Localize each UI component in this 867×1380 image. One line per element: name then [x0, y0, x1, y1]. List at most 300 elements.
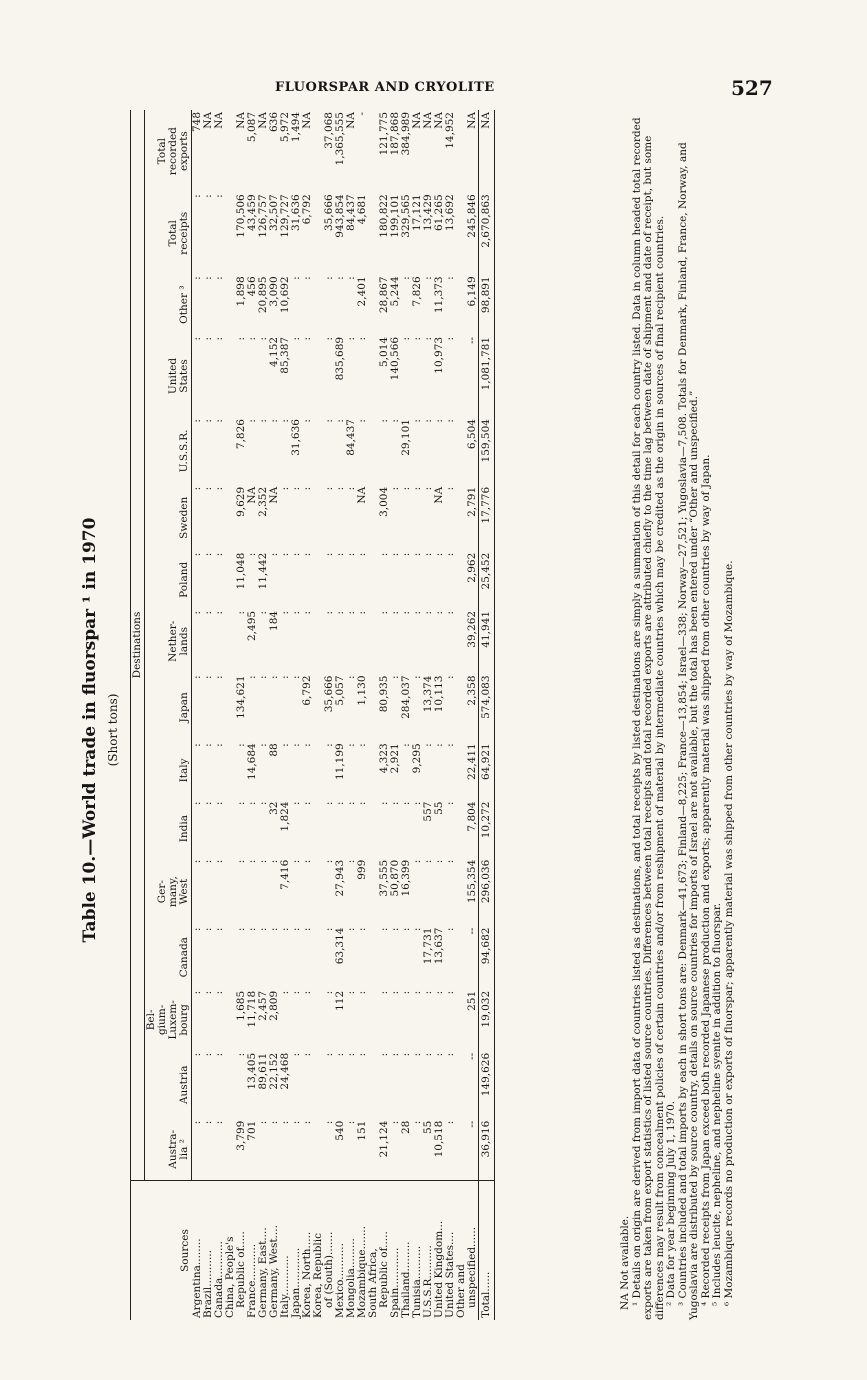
table-cell: : [191, 927, 203, 932]
table-cell: 13,429 [422, 194, 434, 232]
table-cell: : [235, 927, 247, 932]
table-cell: 27,943 [334, 859, 346, 897]
table-cell: 4,152 [268, 336, 280, 367]
table-cell: 17,776 [479, 485, 495, 551]
table-cell: : [444, 859, 456, 864]
table-cell: : [191, 552, 203, 557]
table-cell [313, 989, 324, 1051]
table-cell [225, 609, 236, 674]
table-cell: : [279, 927, 291, 932]
table-cell: : [400, 276, 412, 280]
table-cell [225, 858, 236, 926]
column-header: Japan [145, 674, 192, 742]
table-cell: 10,518 [433, 1120, 445, 1158]
table-cell: : [444, 1120, 456, 1125]
column-header-row [145, 110, 192, 1320]
table-cell: 89,611 [257, 1052, 269, 1090]
table-cell: : [191, 486, 203, 491]
table-cell: : [378, 610, 390, 615]
table-cell: : [290, 1120, 302, 1125]
table-cell: : [301, 276, 313, 280]
table-cell: 3,090 [268, 276, 280, 307]
table-cell: : [422, 276, 434, 280]
table-cell: : [268, 859, 280, 864]
table-title: Table 10.—World trade in fluorspar ¹ in 1970 [80, 517, 100, 943]
table-cell: 10,692 [279, 276, 291, 314]
table-cell: : [290, 675, 302, 680]
table-cell: 61,265 [433, 194, 445, 232]
table-cell: 24,468 [279, 1052, 291, 1090]
table-cell: : [433, 1052, 445, 1057]
column-header: Poland [145, 551, 192, 609]
table-cell: : [444, 801, 456, 806]
table-cell: : [378, 419, 390, 423]
table-cell: : [191, 194, 203, 198]
column-header: Austra- lia ² [145, 1119, 192, 1181]
table-cell: : [433, 859, 445, 864]
row-label: unspecified...... [467, 1181, 479, 1321]
table-cell: 84,437 [345, 194, 357, 232]
rotated-table-page [80, 90, 740, 1340]
table-cell: : [422, 990, 434, 995]
table-cell: : [246, 927, 258, 932]
table-cell [313, 609, 324, 674]
table-cell: : [191, 336, 203, 341]
table-cell: : [279, 419, 291, 423]
table-cell: 296,036 [479, 858, 495, 926]
table-cell: : [345, 675, 357, 680]
table-cell: 384,989 [400, 112, 412, 156]
table-cell: : [356, 419, 368, 423]
table-cell: 199,101 [389, 194, 401, 238]
table-cell: : [334, 801, 346, 806]
row-label: United States.... [445, 1181, 456, 1321]
table-cell: 21,124 [378, 1120, 390, 1158]
table-cell: -- [466, 927, 478, 935]
table-cell: : [378, 801, 390, 806]
table-cell [313, 926, 324, 989]
table-cell: 2,921 [389, 743, 401, 774]
table-cell: 35,666 [323, 675, 335, 713]
table-cell: 11,718 [246, 990, 258, 1028]
table-cell: 9,295 [411, 743, 423, 774]
table-cell: 55 [433, 801, 445, 815]
table-cell: : [411, 486, 423, 491]
table-cell: : [202, 675, 214, 680]
row-label: Republic of..... [236, 1181, 247, 1321]
row-label: South Africa, [368, 1181, 379, 1321]
table-cell: : [345, 801, 357, 806]
running-title: FLUORSPAR AND CRYOLITE [275, 80, 495, 95]
table-cell: 55 [422, 1120, 434, 1135]
trade-table [130, 110, 495, 1320]
table-cell: : [257, 675, 269, 680]
table-cell: : [378, 990, 390, 995]
footnotes [620, 110, 735, 1320]
table-cell: NA [301, 112, 313, 129]
table-cell: : [257, 801, 269, 806]
table-cell: : [301, 552, 313, 557]
table-cell: : [301, 743, 313, 747]
table-cell: : [290, 801, 302, 806]
table-cell: 251 [466, 990, 478, 1011]
table-cell: : [301, 1052, 313, 1057]
table-cell: 10,272 [479, 800, 495, 858]
table-cell [456, 335, 467, 417]
table-cell: : [411, 1052, 423, 1057]
table-cell: : [389, 1120, 401, 1125]
table-cell: : [323, 927, 335, 932]
table-row [357, 110, 368, 1320]
table-cell: 121,775 [378, 112, 390, 156]
table-cell: 701 [246, 1120, 258, 1141]
table-cell: 11,199 [334, 743, 346, 781]
table-cell: : [191, 419, 203, 423]
table-cell: : [301, 419, 313, 423]
table-cell: : [323, 486, 335, 491]
table-cell: 28 [400, 1120, 412, 1135]
table-cell: 64,921 [479, 741, 495, 799]
table-cell: : [279, 1120, 291, 1125]
table-cell: : [301, 859, 313, 864]
total-row [479, 110, 495, 1320]
table-cell: : [202, 336, 214, 341]
table-cell: 159,504 [479, 417, 495, 485]
table-cell: : [202, 610, 214, 615]
table-cell: 6,149 [466, 276, 478, 307]
table-cell [313, 335, 324, 417]
table-cell: 7,826 [235, 419, 247, 450]
column-header: Ger- many, West [145, 858, 192, 926]
table-cell: : [301, 801, 313, 806]
table-cell: : [389, 801, 401, 806]
table-cell: : [345, 859, 357, 864]
table-cell: 22,411 [466, 743, 478, 781]
column-header: United States [145, 335, 192, 417]
table-cell: 14,684 [246, 743, 258, 781]
table-cell: : [213, 675, 225, 680]
table-cell: : [334, 486, 346, 491]
table-cell: : [389, 675, 401, 680]
table-cell: : [389, 552, 401, 557]
row-label: Other and [456, 1181, 467, 1321]
table-cell: : [290, 743, 302, 747]
table-cell: : [334, 419, 346, 423]
table-cell: 2,791 [466, 486, 478, 517]
table-cell: 41,941 [479, 609, 495, 674]
table-cell: : [444, 675, 456, 680]
table-cell: 1,494 [290, 112, 302, 143]
table-cell: : [191, 610, 203, 615]
table-cell: : [433, 610, 445, 615]
table-cell: : [290, 990, 302, 995]
row-label: Korea, North..... [302, 1181, 313, 1321]
table-cell: : [400, 610, 412, 615]
row-label: China, People's [225, 1181, 236, 1321]
table-cell: : [334, 610, 346, 615]
row-label: France........... [247, 1181, 258, 1321]
table-cell: : [191, 1120, 203, 1125]
table-cell: : [323, 276, 335, 280]
table-cell: 37,068 [323, 112, 335, 149]
table-cell: : [268, 1120, 280, 1125]
table-cell: : [323, 801, 335, 806]
table-cell: : [323, 552, 335, 557]
table-cell: : [378, 927, 390, 932]
table-cell: 187,868 [389, 112, 401, 156]
table-cell: : [400, 336, 412, 341]
table-cell: 574,083 [479, 674, 495, 742]
table-cell: : [323, 1052, 335, 1057]
table-cell: : [334, 1052, 346, 1057]
table-cell: : [444, 552, 456, 557]
table-cell: : [345, 1120, 357, 1125]
table-cell: 14,952 [444, 112, 456, 149]
row-label: Mozambique....... [357, 1181, 368, 1321]
table-cell: 84,437 [345, 419, 357, 456]
table-cell: : [202, 990, 214, 995]
table-cell: : [433, 419, 445, 423]
table-cell [313, 741, 324, 799]
table-cell: : [213, 801, 225, 806]
table-cell: : [191, 990, 203, 995]
table-cell: 11,373 [433, 276, 445, 314]
table-cell: NA [202, 112, 214, 129]
table-cell: : [268, 552, 280, 557]
table-cell: 32,507 [268, 194, 280, 232]
table-cell: 13,637 [433, 927, 445, 965]
table-cell: : [323, 336, 335, 341]
table-cell: 134,621 [235, 675, 247, 719]
table-cell: : [433, 552, 445, 557]
footnote: ⁴ Recorded receipts from Japan exceed both recorded Japanese production and exports; apparently material was shipped from other countries by way of Japan. [699, 454, 712, 1306]
row-label: Italy............ [280, 1181, 291, 1321]
table-cell: : [400, 486, 412, 491]
table-cell: : [444, 610, 456, 615]
footnote: ³ Countries included and total imports by each in short tons are: Denmark—41,673; Finland—8,225; France—13,854; Israel—338; Norway—27,521; Yugoslavia—7,508. Totals for Denmark, Finland, France, Norway, and Yugoslavia are distributed by source country, details on source countries for imports of Israel are not available, but the total has been entered under “Other and unspecified.” [676, 142, 700, 1320]
table-cell: 170,506 [235, 194, 247, 238]
table-cell [225, 335, 236, 417]
table-cell: : [279, 990, 291, 995]
footnote: ² Data for year beginning July 1, 1970. [665, 1100, 677, 1306]
table-row [313, 110, 324, 1320]
table-cell: 31,636 [290, 194, 302, 232]
table-cell: 557 [422, 801, 434, 822]
table-cell: 5,244 [389, 276, 401, 307]
table-cell: 140,566 [389, 336, 401, 381]
table-cell: : [400, 801, 412, 806]
table-cell: 748 [191, 112, 203, 133]
table-cell: : [422, 1052, 434, 1057]
table-cell: - [356, 112, 368, 116]
row-label: U.S.S.R.......... [423, 1181, 434, 1321]
table-cell: : [345, 276, 357, 280]
table-cell: NA [433, 486, 445, 504]
table-cell: : [213, 610, 225, 615]
table-row [445, 110, 456, 1320]
table-cell: : [422, 552, 434, 557]
table-cell: : [356, 336, 368, 341]
table-cell: 329,565 [400, 194, 412, 238]
table-cell: 22,152 [268, 1052, 280, 1090]
table-cell: : [235, 743, 247, 747]
table-cell: 43,459 [246, 194, 258, 232]
table-cell: 155,354 [466, 859, 478, 904]
table-cell: 636 [268, 112, 280, 133]
table-cell: : [323, 990, 335, 995]
table-cell: : [213, 336, 225, 341]
table-cell: 2,962 [466, 552, 478, 583]
table-cell: 2,358 [466, 675, 478, 706]
footnote: ⁶ Mozambique records no production or exports of fluorspar; apparently material was shipped from other countries by way of Mozambique. [722, 560, 735, 1306]
table-cell: 4,323 [378, 743, 390, 774]
table-cell: 10,113 [433, 675, 445, 713]
column-header: Sweden [145, 485, 192, 551]
table-cell: : [422, 610, 434, 615]
table-cell: : [411, 927, 423, 932]
row-label: Tunisia.......... [412, 1181, 423, 1321]
table-cell: : [400, 1052, 412, 1057]
table-cell: 2,670,863 [479, 192, 495, 274]
table-cell [225, 1051, 236, 1119]
table-cell: : [411, 801, 423, 806]
row-label: Thailand......... [401, 1181, 412, 1321]
table-cell: 1,824 [279, 801, 291, 832]
table-cell: : [444, 419, 456, 423]
table-cell: 5,057 [334, 675, 346, 706]
table-cell: : [323, 859, 335, 864]
table-cell: 1,365,555 [334, 112, 346, 166]
table-cell: : [290, 1052, 302, 1057]
table-cell: 20,895 [257, 276, 269, 314]
table-cell [313, 274, 324, 335]
table-cell: : [257, 336, 269, 341]
table-cell: : [411, 336, 423, 341]
table-cell: : [213, 927, 225, 932]
table-cell: : [411, 419, 423, 423]
table-cell: 11,048 [235, 552, 247, 590]
table-cell: 835,689 [334, 336, 346, 381]
table-cell: : [345, 610, 357, 615]
table-cell: : [246, 419, 258, 423]
table-cell: 17,121 [411, 194, 423, 232]
table-cell: NA [422, 112, 434, 129]
table-cell [368, 551, 379, 609]
table-cell: : [202, 276, 214, 280]
row-label: Argentina........ [192, 1181, 204, 1321]
column-header: Total receipts [145, 192, 192, 274]
table-cell: : [389, 990, 401, 995]
table-row [434, 110, 445, 1320]
table-cell: NA [213, 112, 225, 129]
table-row [192, 110, 204, 1320]
table-cell: : [290, 610, 302, 615]
table-cell: : [290, 552, 302, 557]
table-cell: : [301, 990, 313, 995]
table-cell: : [290, 859, 302, 864]
table-cell: 10,973 [433, 336, 445, 374]
table-cell: : [301, 1120, 313, 1125]
column-header: U.S.S.R. [145, 417, 192, 485]
table-cell [225, 800, 236, 858]
table-cell: : [345, 1052, 357, 1057]
table-cell: 112 [334, 990, 346, 1011]
table-cell: : [279, 610, 291, 615]
table-cell: 943,854 [334, 194, 346, 238]
footnote: NA Not available. [619, 1215, 631, 1310]
table-cell: : [191, 675, 203, 680]
table-cell: : [411, 675, 423, 680]
table-cell: : [444, 276, 456, 280]
table-cell: : [345, 990, 357, 995]
table-row [467, 110, 479, 1320]
row-label: Korea, Republic [313, 1181, 324, 1321]
table-cell: NA [235, 112, 247, 129]
table-cell [368, 417, 379, 485]
table-cell: 1,685 [235, 990, 247, 1021]
table-cell: 184 [268, 610, 280, 631]
table-cell [313, 800, 324, 858]
table-cell: : [323, 743, 335, 747]
table-cell: 28,867 [378, 276, 390, 314]
table-cell: 5,972 [279, 112, 291, 143]
footnote: ⁵ Includes leucite, nepheline, and nepheline syenite in addition to fluorspar. [711, 902, 723, 1306]
table-cell: : [400, 743, 412, 747]
table-cell: 5,014 [378, 336, 390, 367]
table-cell: 2,401 [356, 276, 368, 307]
table-cell: : [389, 610, 401, 615]
table-cell: : [202, 419, 214, 423]
table-cell: : [257, 927, 269, 932]
table-cell: : [235, 1052, 247, 1057]
column-header: Austria [145, 1051, 192, 1119]
table-cell: 1,898 [235, 276, 247, 307]
column-header-sources: Sources [131, 1181, 192, 1321]
table-cell: 4,681 [356, 194, 368, 225]
table-cell [456, 1051, 467, 1119]
table-cell: 7,804 [466, 801, 478, 832]
row-label: Canada........... [214, 1181, 225, 1321]
table-cell: : [444, 743, 456, 747]
table-cell: 80,935 [378, 675, 390, 713]
column-header: Bel- gium- Luxem- bourg [145, 989, 192, 1051]
table-cell: NA [433, 112, 445, 129]
table-cell: 126,757 [257, 194, 269, 238]
row-label: Mongolia......... [346, 1181, 357, 1321]
table-cell: 3,799 [235, 1120, 247, 1151]
table-cell: NA [246, 486, 258, 504]
table-row [302, 110, 313, 1320]
table-cell: : [202, 194, 214, 198]
table-row [203, 110, 214, 1320]
table-cell: NA [411, 112, 423, 129]
row-label: Brazil........... [203, 1181, 214, 1321]
table-cell: 180,822 [378, 194, 390, 238]
table-cell [368, 609, 379, 674]
table-cell: : [400, 990, 412, 995]
table-cell: 13,405 [246, 1052, 258, 1090]
table-cell: : [411, 1120, 423, 1125]
table-cell: : [345, 336, 357, 341]
table-cell: 1,081,781 [479, 335, 495, 417]
row-label: United Kingdom... [434, 1181, 445, 1321]
row-label: Germany, East.... [258, 1181, 269, 1321]
table-cell: : [422, 743, 434, 747]
table-cell [313, 417, 324, 485]
table-cell: 149,626 [479, 1051, 495, 1119]
table-cell: : [191, 276, 203, 280]
table-cell: : [400, 927, 412, 932]
